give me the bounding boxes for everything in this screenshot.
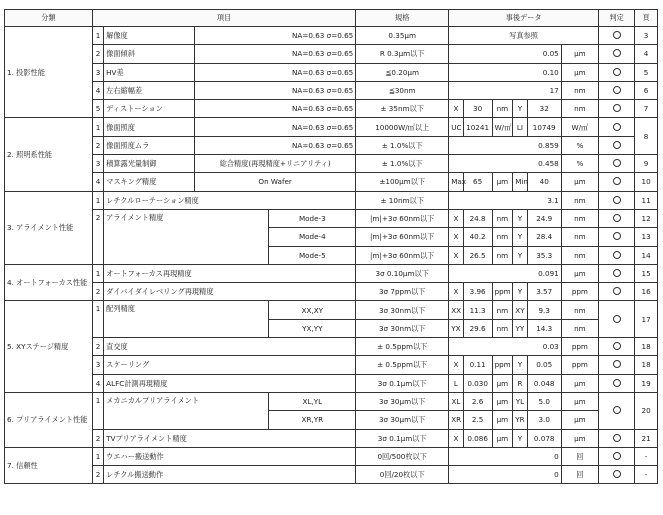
- y-label: Y: [513, 209, 527, 227]
- pass-circle-icon: [613, 196, 621, 204]
- item-name: HV差: [104, 63, 195, 81]
- y-unit: ppm: [561, 356, 598, 374]
- x-unit: ppm: [492, 283, 513, 301]
- y-unit: nm: [561, 209, 598, 227]
- header-category: 分類: [5, 10, 93, 27]
- item-name: オートフォーカス再現精度: [104, 264, 356, 282]
- judge-mark: [599, 45, 635, 63]
- item-number: 1: [92, 191, 103, 209]
- page-number: 21: [635, 429, 658, 447]
- spec-value: ± 0.5ppm以下: [356, 356, 449, 374]
- page-number: 4: [635, 45, 658, 63]
- item-name: レチクル搬送動作: [104, 466, 356, 484]
- spec-sheet: [4, 9, 658, 509]
- table-row: [5, 136, 658, 154]
- item-name: 左右縮幅差: [104, 81, 195, 99]
- item-name: 直交度: [104, 338, 356, 356]
- data-unit: %: [561, 155, 598, 173]
- judge-mark: [599, 173, 635, 191]
- x-value: 0.030: [463, 374, 492, 392]
- x-unit: nm: [492, 100, 513, 118]
- item-number: 2: [92, 209, 103, 264]
- item-name: TVプリアライメント精度: [104, 429, 356, 447]
- x-unit: μm: [492, 411, 513, 429]
- y-value: 3.57: [527, 283, 561, 301]
- y-label: XY: [513, 301, 527, 319]
- pass-circle-icon: [613, 49, 621, 57]
- judge-mark: [599, 356, 635, 374]
- table-row: [5, 283, 658, 301]
- x-label: L: [449, 374, 463, 392]
- spec-value: 0.35μm: [356, 27, 449, 45]
- data-unit: 回: [561, 466, 598, 484]
- item-number: 4: [92, 374, 103, 392]
- y-unit: ppm: [561, 283, 598, 301]
- category-alignment: 3. アライメント性能: [5, 191, 93, 264]
- x-label: XL: [449, 392, 463, 410]
- x-value: 24.8: [463, 209, 492, 227]
- spec-value: 3σ 0.1μm以下: [356, 374, 449, 392]
- item-number: 5: [92, 100, 103, 118]
- data-value: 0.458: [449, 155, 562, 173]
- x-label: XX: [449, 301, 463, 319]
- pass-circle-icon: [613, 470, 621, 478]
- spec-value: ± 35nm以下: [356, 100, 449, 118]
- x-value: 0.11: [463, 356, 492, 374]
- page-number: 15: [635, 264, 658, 282]
- spec-value: ± 1.0%以下: [356, 136, 449, 154]
- x-value: 65: [463, 173, 492, 191]
- judge-mark: [599, 392, 635, 429]
- x-value: 30: [463, 100, 492, 118]
- pass-circle-icon: [613, 123, 621, 131]
- data-value: 0: [449, 466, 562, 484]
- item-number: 2: [92, 136, 103, 154]
- item-number: 3: [92, 155, 103, 173]
- item-name: ウエハー搬送動作: [104, 447, 356, 465]
- judge-mark: [599, 191, 635, 209]
- y-label: Y: [513, 246, 527, 264]
- page-number: 20: [635, 392, 658, 429]
- item-name: レチクルローテーション精度: [104, 191, 356, 209]
- y-value: 32: [527, 100, 561, 118]
- page-number: 18: [635, 356, 658, 374]
- y-value: 0.048: [527, 374, 561, 392]
- y-value: 10749: [527, 118, 561, 136]
- spec-value: |m|+3σ 60nm以下: [356, 209, 449, 227]
- pass-circle-icon: [613, 434, 621, 442]
- header-judge: 判定: [599, 10, 635, 27]
- x-unit: nm: [492, 319, 513, 337]
- mode-label: Mode-3: [269, 209, 356, 227]
- performance-table: [4, 9, 658, 484]
- data-value: 0: [449, 447, 562, 465]
- item-number: 3: [92, 63, 103, 81]
- judge-mark: [599, 447, 635, 465]
- data-value: 0.03: [449, 338, 562, 356]
- x-label: X: [449, 283, 463, 301]
- y-label: Y: [513, 429, 527, 447]
- y-label: Y: [513, 228, 527, 246]
- x-value: 40.2: [463, 228, 492, 246]
- category-prealignment: 6. プリアライメント性能: [5, 392, 93, 447]
- judge-mark: [599, 264, 635, 282]
- page-number: 9: [635, 155, 658, 173]
- page-number: -: [635, 447, 658, 465]
- mode-label: XX,XY: [269, 301, 356, 319]
- spec-value: 0回/20枚以下: [356, 466, 449, 484]
- pass-circle-icon: [613, 159, 621, 167]
- item-number: 1: [92, 447, 103, 465]
- judge-mark: [599, 301, 635, 338]
- y-value: 35.3: [527, 246, 561, 264]
- page-number: 14: [635, 246, 658, 264]
- judge-mark: [599, 209, 635, 227]
- data-unit: nm: [561, 81, 598, 99]
- item-name: マスキング精度: [104, 173, 195, 191]
- item-condition: NA=0.63 σ=0.65: [195, 81, 356, 99]
- page-number: 18: [635, 338, 658, 356]
- spec-value: ≦0.20μm: [356, 63, 449, 81]
- item-number: 1: [92, 301, 103, 338]
- page-number: 11: [635, 191, 658, 209]
- item-name: メカニカルプリアライメント: [104, 392, 269, 429]
- page-number: 6: [635, 81, 658, 99]
- x-unit: nm: [492, 301, 513, 319]
- spec-value: 3σ 0.10μm以下: [356, 264, 449, 282]
- pass-circle-icon: [613, 251, 621, 259]
- y-value: 24.9: [527, 209, 561, 227]
- pass-circle-icon: [613, 452, 621, 460]
- mode-label: YX,YY: [269, 319, 356, 337]
- table-row: [5, 155, 658, 173]
- item-name: 像面傾斜: [104, 45, 195, 63]
- table-row: [5, 301, 658, 319]
- pass-circle-icon: [613, 342, 621, 350]
- spec-value: 10000W/㎡以上: [356, 118, 449, 136]
- item-number: 2: [92, 338, 103, 356]
- spec-value: ≦30nm: [356, 81, 449, 99]
- y-unit: μm: [561, 411, 598, 429]
- table-row: [5, 429, 658, 447]
- judge-mark: [599, 27, 635, 45]
- judge-mark: [599, 466, 635, 484]
- pass-circle-icon: [613, 141, 621, 149]
- page-number: 19: [635, 374, 658, 392]
- category-reliability: 7. 信頼性: [5, 447, 93, 484]
- pass-circle-icon: [613, 86, 621, 94]
- y-unit: W/㎡: [561, 118, 598, 136]
- y-value: 28.4: [527, 228, 561, 246]
- table-row: [5, 466, 658, 484]
- y-label: YR: [513, 411, 527, 429]
- x-label: X: [449, 246, 463, 264]
- y-unit: μm: [561, 429, 598, 447]
- spec-value: |m|+3σ 60nm以下: [356, 228, 449, 246]
- data-value: 3.1: [449, 191, 562, 209]
- page-number: 17: [635, 301, 658, 338]
- table-row: [5, 374, 658, 392]
- pass-circle-icon: [613, 406, 621, 414]
- data-unit: μm: [561, 264, 598, 282]
- table-row: [5, 81, 658, 99]
- judge-mark: [599, 81, 635, 99]
- y-label: Y: [513, 100, 527, 118]
- data-value: 0.05: [449, 45, 562, 63]
- page-number: 8: [635, 118, 658, 155]
- page-number: 7: [635, 100, 658, 118]
- table-row: [5, 447, 658, 465]
- mode-label: XR,YR: [269, 411, 356, 429]
- table-row: [5, 392, 658, 410]
- data-unit: ppm: [561, 338, 598, 356]
- y-unit: nm: [561, 100, 598, 118]
- spec-value: 3σ 7ppm以下: [356, 283, 449, 301]
- item-number: 2: [92, 466, 103, 484]
- item-name: ディストーション: [104, 100, 195, 118]
- item-number: 3: [92, 356, 103, 374]
- header-page: 頁: [635, 10, 658, 27]
- data-unit: μm: [561, 63, 598, 81]
- x-value: 3.96: [463, 283, 492, 301]
- x-unit: nm: [492, 209, 513, 227]
- judge-mark: [599, 63, 635, 81]
- y-label: YY: [513, 319, 527, 337]
- table-row: [5, 209, 658, 227]
- item-number: 4: [92, 173, 103, 191]
- spec-value: 3σ 30μm以下: [356, 392, 449, 410]
- data-value: 0.091: [449, 264, 562, 282]
- item-name: 像面照度ムラ: [104, 136, 195, 154]
- item-name: ダイバイダイレベリング再現精度: [104, 283, 356, 301]
- judge-mark: [599, 338, 635, 356]
- y-unit: nm: [561, 246, 598, 264]
- pass-circle-icon: [613, 68, 621, 76]
- table-row: [5, 45, 658, 63]
- x-unit: μm: [492, 173, 513, 191]
- y-value: 14.3: [527, 319, 561, 337]
- x-unit: μm: [492, 374, 513, 392]
- table-row: [5, 338, 658, 356]
- data-unit: μm: [561, 45, 598, 63]
- data-value: 17: [449, 81, 562, 99]
- table-row: [5, 118, 658, 136]
- item-name: アライメント精度: [104, 209, 269, 264]
- item-number: 2: [92, 429, 103, 447]
- item-name: スケーリング: [104, 356, 356, 374]
- mode-label: XL,YL: [269, 392, 356, 410]
- y-label: R: [513, 374, 527, 392]
- mode-label: Mode-4: [269, 228, 356, 246]
- data-value: 0.10: [449, 63, 562, 81]
- x-label: X: [449, 209, 463, 227]
- item-condition: 総合精度(再現精度+リニアリティ): [195, 155, 356, 173]
- item-number: 2: [92, 283, 103, 301]
- spec-value: 3σ 0.1μm以下: [356, 429, 449, 447]
- item-name: 配列精度: [104, 301, 269, 338]
- x-unit: μm: [492, 429, 513, 447]
- table-row: [5, 264, 658, 282]
- x-label: X: [449, 429, 463, 447]
- x-value: 29.6: [463, 319, 492, 337]
- data-unit: nm: [561, 191, 598, 209]
- spec-value: 3σ 30nm以下: [356, 319, 449, 337]
- spec-value: ± 10nm以下: [356, 191, 449, 209]
- page-number: 3: [635, 27, 658, 45]
- judge-mark: [599, 228, 635, 246]
- y-value: 3.0: [527, 411, 561, 429]
- y-value: 5.0: [527, 392, 561, 410]
- page-number: 16: [635, 283, 658, 301]
- data-unit: %: [561, 136, 598, 154]
- judge-mark: [599, 246, 635, 264]
- pass-circle-icon: [613, 379, 621, 387]
- judge-mark: [599, 283, 635, 301]
- category-xy-stage: 5. XYステージ精度: [5, 301, 93, 392]
- x-unit: W/㎡: [492, 118, 513, 136]
- table-row: [5, 191, 658, 209]
- y-value: 9.3: [527, 301, 561, 319]
- y-label: LI: [513, 118, 527, 136]
- page-number: -: [635, 466, 658, 484]
- data-unit: 回: [561, 447, 598, 465]
- item-condition: NA=0.63 σ=0.65: [195, 63, 356, 81]
- spec-value: ± 0.5ppm以下: [356, 338, 449, 356]
- y-unit: nm: [561, 228, 598, 246]
- pass-circle-icon: [613, 287, 621, 295]
- judge-mark: [599, 100, 635, 118]
- item-condition: NA=0.63 σ=0.65: [195, 136, 356, 154]
- page-number: 5: [635, 63, 658, 81]
- category-illumination: 2. 照明系性能: [5, 118, 93, 191]
- y-unit: μm: [561, 374, 598, 392]
- y-value: 0.05: [527, 356, 561, 374]
- item-number: 4: [92, 81, 103, 99]
- judge-mark: [599, 136, 635, 154]
- judge-mark: [599, 155, 635, 173]
- page-number: 12: [635, 209, 658, 227]
- y-value: 0.078: [527, 429, 561, 447]
- item-name: 像面照度: [104, 118, 195, 136]
- category-projection: 1. 投影性能: [5, 27, 93, 118]
- pass-circle-icon: [613, 315, 621, 323]
- spec-value: |m|+3σ 60nm以下: [356, 246, 449, 264]
- x-label: X: [449, 100, 463, 118]
- x-value: 10241: [463, 118, 492, 136]
- x-label: Max: [449, 173, 463, 191]
- item-name: ALFC計測再現精度: [104, 374, 356, 392]
- judge-mark: [599, 374, 635, 392]
- y-label: Y: [513, 283, 527, 301]
- pass-circle-icon: [613, 177, 621, 185]
- pass-circle-icon: [613, 104, 621, 112]
- spec-value: ± 1.0%以下: [356, 155, 449, 173]
- pass-circle-icon: [613, 31, 621, 39]
- y-label: Y: [513, 356, 527, 374]
- x-value: 11.3: [463, 301, 492, 319]
- item-condition: NA=0.63 σ=0.65: [195, 118, 356, 136]
- item-condition: NA=0.63 σ=0.65: [195, 27, 356, 45]
- y-unit: μm: [561, 392, 598, 410]
- x-label: YX: [449, 319, 463, 337]
- pass-circle-icon: [613, 232, 621, 240]
- item-condition: NA=0.63 σ=0.65: [195, 100, 356, 118]
- item-number: 1: [92, 392, 103, 429]
- table-row: [5, 356, 658, 374]
- spec-value: ±100μm以下: [356, 173, 449, 191]
- x-value: 26.5: [463, 246, 492, 264]
- pass-circle-icon: [613, 360, 621, 368]
- table-row: [5, 100, 658, 118]
- item-number: 1: [92, 264, 103, 282]
- x-unit: nm: [492, 228, 513, 246]
- y-unit: nm: [561, 319, 598, 337]
- x-label: XR: [449, 411, 463, 429]
- x-unit: ppm: [492, 356, 513, 374]
- header-data: 事後データ: [449, 10, 599, 27]
- item-name: 解像度: [104, 27, 195, 45]
- table-row: [5, 27, 658, 45]
- item-number: 1: [92, 118, 103, 136]
- spec-value: R 0.3μm以下: [356, 45, 449, 63]
- x-unit: nm: [492, 246, 513, 264]
- item-condition: NA=0.63 σ=0.65: [195, 45, 356, 63]
- x-unit: μm: [492, 392, 513, 410]
- x-value: 2.6: [463, 392, 492, 410]
- spec-value: 3σ 30nm以下: [356, 301, 449, 319]
- y-unit: μm: [561, 173, 598, 191]
- y-unit: nm: [561, 301, 598, 319]
- category-autofocus: 4. オートフォーカス性能: [5, 264, 93, 301]
- table-row: [5, 63, 658, 81]
- judge-mark: [599, 118, 635, 136]
- spec-value: 3σ 30μm以下: [356, 411, 449, 429]
- item-name: 積算露光量制御: [104, 155, 195, 173]
- x-label: X: [449, 356, 463, 374]
- table-row: [5, 173, 658, 191]
- x-label: UC: [449, 118, 463, 136]
- data-value: 0.859: [449, 136, 562, 154]
- pass-circle-icon: [613, 269, 621, 277]
- y-label: Min: [513, 173, 527, 191]
- header-spec: 規格: [356, 10, 449, 27]
- item-number: 2: [92, 45, 103, 63]
- judge-mark: [599, 429, 635, 447]
- spec-value: 0回/500枚以下: [356, 447, 449, 465]
- header-item: 項目: [92, 10, 355, 27]
- header-row: [5, 10, 658, 27]
- x-value: 2.5: [463, 411, 492, 429]
- item-number: 1: [92, 27, 103, 45]
- data-note: 写真参照: [449, 27, 599, 45]
- pass-circle-icon: [613, 214, 621, 222]
- mode-label: Mode-5: [269, 246, 356, 264]
- page-number: 10: [635, 173, 658, 191]
- y-value: 40: [527, 173, 561, 191]
- item-condition: On Wafer: [195, 173, 356, 191]
- x-value: 0.086: [463, 429, 492, 447]
- x-label: X: [449, 228, 463, 246]
- y-label: YL: [513, 392, 527, 410]
- page-number: 13: [635, 228, 658, 246]
